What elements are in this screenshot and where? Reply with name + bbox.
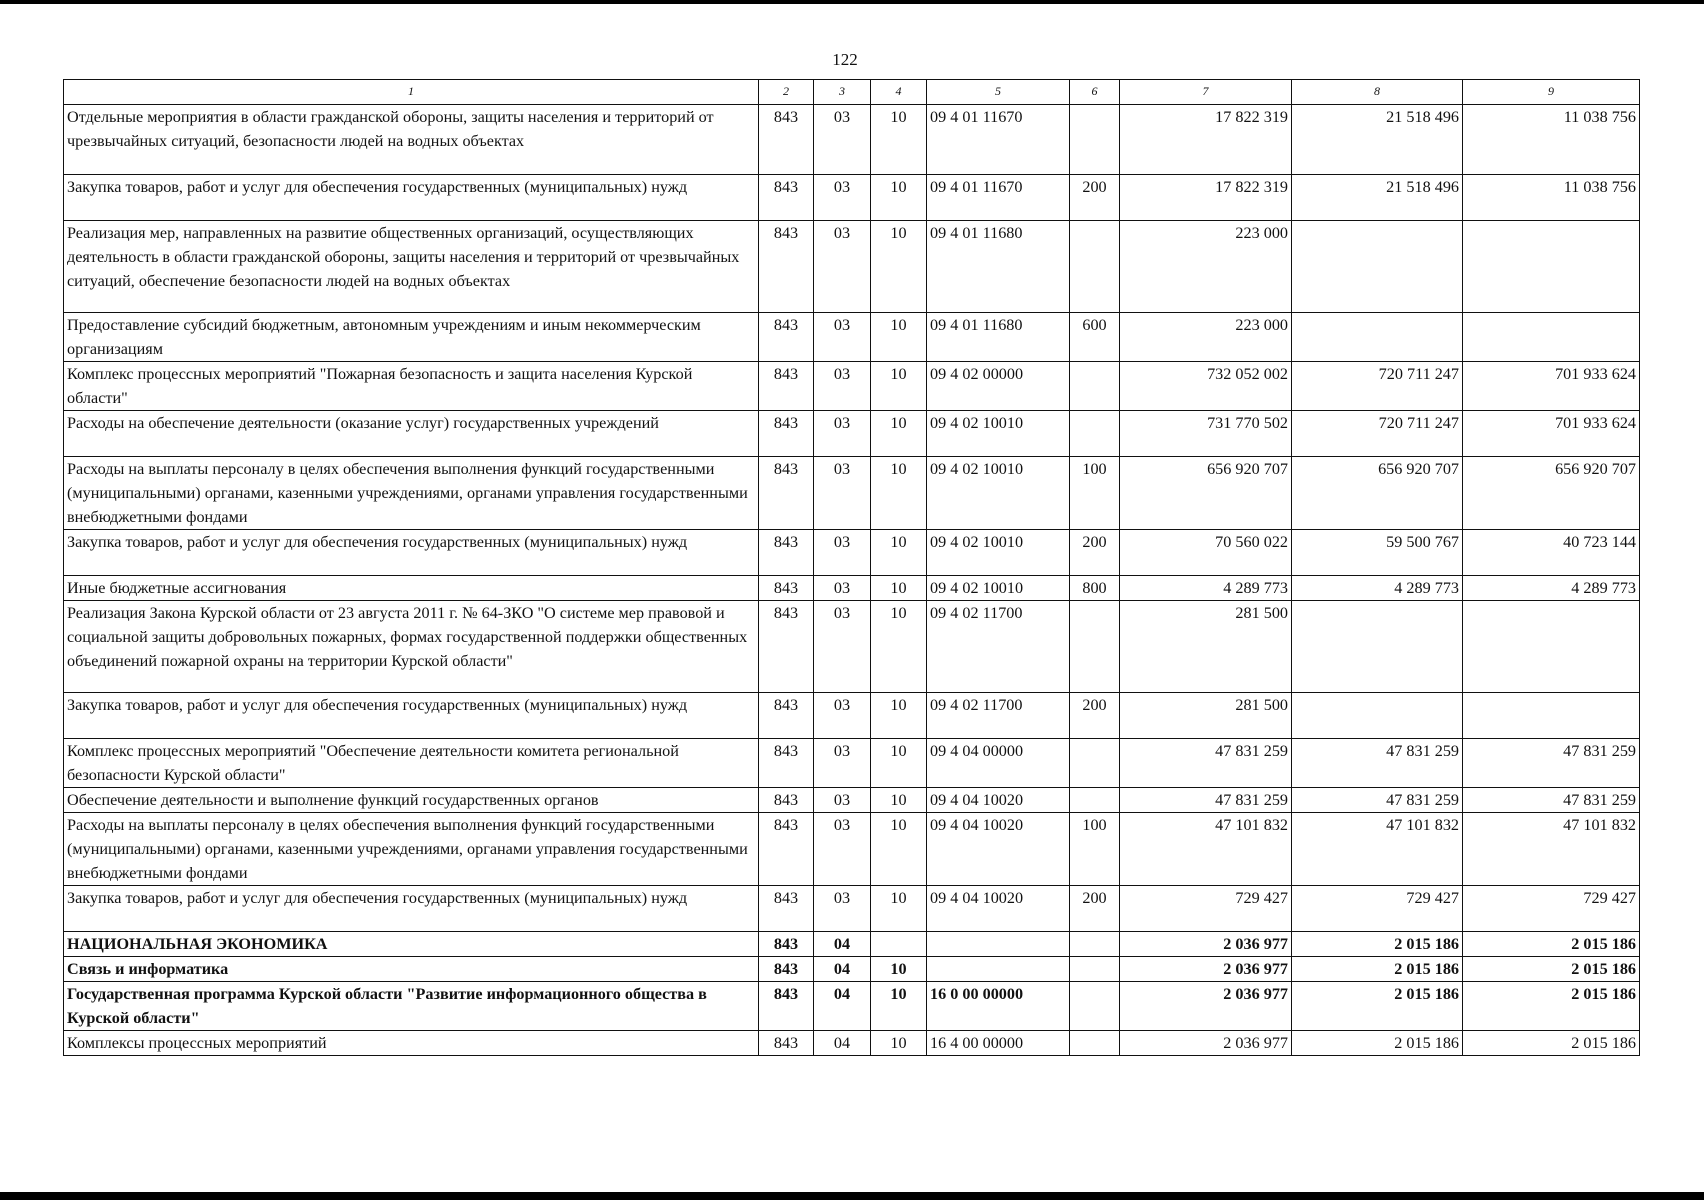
row-code-6 (1070, 982, 1120, 1031)
row-code-5: 09 4 01 11670 (927, 105, 1070, 175)
row-code-5: 09 4 01 11680 (927, 221, 1070, 313)
row-amount-7: 729 427 (1120, 886, 1292, 932)
row-name: Государственная программа Курской области "Развитие информационного общества в Курской области" (64, 982, 759, 1031)
row-code-3: 03 (814, 221, 871, 313)
row-code-2: 843 (759, 362, 814, 411)
row-code-2: 843 (759, 576, 814, 601)
row-code-5: 09 4 04 10020 (927, 788, 1070, 813)
row-code-2: 843 (759, 957, 814, 982)
row-amount-7: 223 000 (1120, 221, 1292, 313)
row-code-4: 10 (871, 739, 927, 788)
row-amount-9: 4 289 773 (1463, 576, 1640, 601)
table-row (64, 457, 1640, 530)
row-amount-8: 2 015 186 (1292, 1031, 1463, 1056)
row-name: Расходы на выплаты персоналу в целях обеспечения выполнения функций государственными (муниципальными) органами, казенными учреждениями, органами управления государственными внебюджетными фондами (64, 457, 759, 530)
row-code-5: 09 4 02 00000 (927, 362, 1070, 411)
row-amount-9: 11 038 756 (1463, 105, 1640, 175)
row-amount-9 (1463, 313, 1640, 362)
row-amount-7: 47 831 259 (1120, 739, 1292, 788)
row-name: Закупка товаров, работ и услуг для обеспечения государственных (муниципальных) нужд (64, 175, 759, 221)
table-row (64, 411, 1640, 457)
row-name: Комплекс процессных мероприятий "Обеспечение деятельности комитета региональной безопасности Курской области" (64, 739, 759, 788)
row-code-6 (1070, 739, 1120, 788)
row-amount-7: 47 101 832 (1120, 813, 1292, 886)
row-code-6: 200 (1070, 530, 1120, 576)
row-code-4: 10 (871, 313, 927, 362)
row-code-4: 10 (871, 530, 927, 576)
row-code-5: 09 4 02 11700 (927, 601, 1070, 693)
row-amount-7: 281 500 (1120, 693, 1292, 739)
row-amount-8: 21 518 496 (1292, 175, 1463, 221)
row-code-5: 09 4 04 10020 (927, 886, 1070, 932)
row-code-3: 03 (814, 530, 871, 576)
table-row (64, 175, 1640, 221)
row-amount-8: 720 711 247 (1292, 362, 1463, 411)
row-amount-8: 47 831 259 (1292, 739, 1463, 788)
table-row (64, 739, 1640, 788)
row-amount-9: 2 015 186 (1463, 957, 1640, 982)
row-amount-7: 223 000 (1120, 313, 1292, 362)
row-code-4: 10 (871, 221, 927, 313)
row-name: Расходы на выплаты персоналу в целях обеспечения выполнения функций государственными (муниципальными) органами, казенными учреждениями, органами управления государственными внебюджетными фондами (64, 813, 759, 886)
row-code-5: 09 4 04 10020 (927, 813, 1070, 886)
row-amount-9: 2 015 186 (1463, 1031, 1640, 1056)
header-row (64, 80, 1640, 105)
row-code-6: 100 (1070, 813, 1120, 886)
row-amount-8: 2 015 186 (1292, 982, 1463, 1031)
row-code-4: 10 (871, 175, 927, 221)
column-header-2: 2 (759, 80, 814, 105)
row-code-5 (927, 957, 1070, 982)
table-row (64, 932, 1640, 957)
row-amount-8: 729 427 (1292, 886, 1463, 932)
row-amount-8: 59 500 767 (1292, 530, 1463, 576)
table-row (64, 530, 1640, 576)
column-header-8: 8 (1292, 80, 1463, 105)
row-amount-8: 720 711 247 (1292, 411, 1463, 457)
row-amount-8 (1292, 221, 1463, 313)
row-code-6 (1070, 362, 1120, 411)
row-code-6 (1070, 411, 1120, 457)
row-amount-8 (1292, 601, 1463, 693)
table-row (64, 813, 1640, 886)
row-code-3: 03 (814, 693, 871, 739)
row-name: Закупка товаров, работ и услуг для обеспечения государственных (муниципальных) нужд (64, 693, 759, 739)
column-header-5: 5 (927, 80, 1070, 105)
row-code-4: 10 (871, 982, 927, 1031)
table-row (64, 576, 1640, 601)
table-row (64, 362, 1640, 411)
row-amount-9: 729 427 (1463, 886, 1640, 932)
row-amount-7: 47 831 259 (1120, 788, 1292, 813)
row-code-6 (1070, 221, 1120, 313)
row-amount-7: 2 036 977 (1120, 1031, 1292, 1056)
table-row (64, 601, 1640, 693)
row-amount-8 (1292, 313, 1463, 362)
row-code-6: 200 (1070, 175, 1120, 221)
row-amount-9: 47 831 259 (1463, 788, 1640, 813)
row-code-6 (1070, 788, 1120, 813)
table-row (64, 886, 1640, 932)
row-amount-8: 4 289 773 (1292, 576, 1463, 601)
row-code-2: 843 (759, 886, 814, 932)
row-code-2: 843 (759, 932, 814, 957)
row-name: Связь и информатика (64, 957, 759, 982)
row-name: Обеспечение деятельности и выполнение функций государственных органов (64, 788, 759, 813)
row-code-3: 03 (814, 601, 871, 693)
row-code-4: 10 (871, 105, 927, 175)
row-code-2: 843 (759, 982, 814, 1031)
row-name: Закупка товаров, работ и услуг для обеспечения государственных (муниципальных) нужд (64, 530, 759, 576)
row-code-2: 843 (759, 457, 814, 530)
row-amount-9 (1463, 601, 1640, 693)
row-amount-9: 40 723 144 (1463, 530, 1640, 576)
row-code-2: 843 (759, 221, 814, 313)
row-amount-9: 701 933 624 (1463, 411, 1640, 457)
row-name: НАЦИОНАЛЬНАЯ ЭКОНОМИКА (64, 932, 759, 957)
row-amount-9: 701 933 624 (1463, 362, 1640, 411)
row-name: Комплекс процессных мероприятий "Пожарная безопасность и защита населения Курской области" (64, 362, 759, 411)
row-name: Закупка товаров, работ и услуг для обеспечения государственных (муниципальных) нужд (64, 886, 759, 932)
row-code-2: 843 (759, 601, 814, 693)
row-name: Отдельные мероприятия в области гражданской обороны, защиты населения и территорий от чрезвычайных ситуаций, безопасности людей на водных объектах (64, 105, 759, 175)
row-amount-9 (1463, 221, 1640, 313)
row-code-4: 10 (871, 693, 927, 739)
row-code-2: 843 (759, 788, 814, 813)
row-code-3: 03 (814, 813, 871, 886)
row-name: Комплексы процессных мероприятий (64, 1031, 759, 1056)
row-amount-8: 2 015 186 (1292, 957, 1463, 982)
row-code-6: 100 (1070, 457, 1120, 530)
row-amount-8: 47 101 832 (1292, 813, 1463, 886)
column-header-9: 9 (1463, 80, 1640, 105)
row-code-3: 03 (814, 886, 871, 932)
page-number: 122 (832, 50, 858, 69)
row-code-6: 800 (1070, 576, 1120, 601)
table-row (64, 957, 1640, 982)
row-code-3: 04 (814, 957, 871, 982)
row-amount-7: 2 036 977 (1120, 932, 1292, 957)
row-code-5: 16 4 00 00000 (927, 1031, 1070, 1056)
row-amount-7: 4 289 773 (1120, 576, 1292, 601)
row-code-3: 03 (814, 411, 871, 457)
row-code-4: 10 (871, 813, 927, 886)
row-code-3: 03 (814, 788, 871, 813)
row-code-5 (927, 932, 1070, 957)
row-code-2: 843 (759, 739, 814, 788)
row-code-3: 03 (814, 457, 871, 530)
row-amount-7: 17 822 319 (1120, 105, 1292, 175)
row-amount-9: 2 015 186 (1463, 982, 1640, 1031)
row-code-3: 03 (814, 175, 871, 221)
row-amount-8: 2 015 186 (1292, 932, 1463, 957)
row-code-2: 843 (759, 1031, 814, 1056)
column-header-6: 6 (1070, 80, 1120, 105)
row-code-3: 03 (814, 576, 871, 601)
row-code-3: 04 (814, 1031, 871, 1056)
row-code-4: 10 (871, 788, 927, 813)
row-code-2: 843 (759, 411, 814, 457)
row-amount-7: 731 770 502 (1120, 411, 1292, 457)
row-code-2: 843 (759, 530, 814, 576)
scan-edge-top (0, 0, 1704, 4)
row-code-4: 10 (871, 576, 927, 601)
table-row (64, 693, 1640, 739)
column-header-4: 4 (871, 80, 927, 105)
row-code-3: 03 (814, 362, 871, 411)
row-code-2: 843 (759, 313, 814, 362)
row-code-4: 10 (871, 457, 927, 530)
row-amount-9: 47 831 259 (1463, 739, 1640, 788)
row-name: Реализация мер, направленных на развитие общественных организаций, осуществляющих деятельность в области гражданской обороны, защиты населения и территорий от чрезвычайных ситуаций, обеспечение безопасности людей на водных объектах (64, 221, 759, 313)
row-code-3: 04 (814, 932, 871, 957)
table-row (64, 313, 1640, 362)
row-code-3: 03 (814, 739, 871, 788)
row-code-4: 10 (871, 411, 927, 457)
row-code-6: 200 (1070, 693, 1120, 739)
table-row (64, 788, 1640, 813)
row-code-6 (1070, 932, 1120, 957)
budget-table (63, 79, 1640, 1056)
row-name: Предоставление субсидий бюджетным, автономным учреждениям и иным некоммерческим организациям (64, 313, 759, 362)
row-name: Расходы на обеспечение деятельности (оказание услуг) государственных учреждений (64, 411, 759, 457)
table-body (64, 105, 1640, 1056)
row-amount-9: 2 015 186 (1463, 932, 1640, 957)
row-amount-7: 656 920 707 (1120, 457, 1292, 530)
row-code-2: 843 (759, 813, 814, 886)
table-row (64, 105, 1640, 175)
row-name: Иные бюджетные ассигнования (64, 576, 759, 601)
row-code-6 (1070, 105, 1120, 175)
table-row (64, 982, 1640, 1031)
row-code-5: 09 4 01 11680 (927, 313, 1070, 362)
row-code-3: 04 (814, 982, 871, 1031)
row-code-5: 09 4 02 11700 (927, 693, 1070, 739)
row-code-3: 03 (814, 313, 871, 362)
row-code-5: 09 4 01 11670 (927, 175, 1070, 221)
column-header-7: 7 (1120, 80, 1292, 105)
row-code-5: 09 4 02 10010 (927, 530, 1070, 576)
row-code-5: 09 4 04 00000 (927, 739, 1070, 788)
row-code-5: 09 4 02 10010 (927, 576, 1070, 601)
row-code-4: 10 (871, 886, 927, 932)
row-amount-7: 2 036 977 (1120, 957, 1292, 982)
row-code-3: 03 (814, 105, 871, 175)
row-amount-8: 21 518 496 (1292, 105, 1463, 175)
scan-edge-bottom (0, 1192, 1704, 1200)
row-code-4: 10 (871, 957, 927, 982)
row-amount-7: 2 036 977 (1120, 982, 1292, 1031)
row-code-4: 10 (871, 601, 927, 693)
row-code-6 (1070, 1031, 1120, 1056)
row-amount-7: 70 560 022 (1120, 530, 1292, 576)
row-code-5: 16 0 00 00000 (927, 982, 1070, 1031)
row-code-6: 600 (1070, 313, 1120, 362)
row-amount-7: 732 052 002 (1120, 362, 1292, 411)
column-header-1: 1 (64, 80, 759, 105)
row-code-4: 10 (871, 1031, 927, 1056)
row-code-6 (1070, 957, 1120, 982)
row-amount-7: 281 500 (1120, 601, 1292, 693)
row-code-4 (871, 932, 927, 957)
row-code-6: 200 (1070, 886, 1120, 932)
row-amount-9: 11 038 756 (1463, 175, 1640, 221)
row-amount-8 (1292, 693, 1463, 739)
row-code-5: 09 4 02 10010 (927, 411, 1070, 457)
row-code-5: 09 4 02 10010 (927, 457, 1070, 530)
row-amount-7: 17 822 319 (1120, 175, 1292, 221)
row-amount-8: 656 920 707 (1292, 457, 1463, 530)
row-amount-8: 47 831 259 (1292, 788, 1463, 813)
row-code-2: 843 (759, 105, 814, 175)
row-amount-9 (1463, 693, 1640, 739)
row-amount-9: 656 920 707 (1463, 457, 1640, 530)
row-code-6 (1070, 601, 1120, 693)
table-row (64, 221, 1640, 313)
row-name: Реализация Закона Курской области от 23 августа 2011 г. № 64-ЗКО "О системе мер правовой и социальной защиты добровольных пожарных, формах государственной поддержки общественных объединений пожарной охраны на территории Курской области" (64, 601, 759, 693)
table-row (64, 1031, 1640, 1056)
row-code-4: 10 (871, 362, 927, 411)
column-header-3: 3 (814, 80, 871, 105)
row-code-2: 843 (759, 175, 814, 221)
row-code-2: 843 (759, 693, 814, 739)
row-amount-9: 47 101 832 (1463, 813, 1640, 886)
